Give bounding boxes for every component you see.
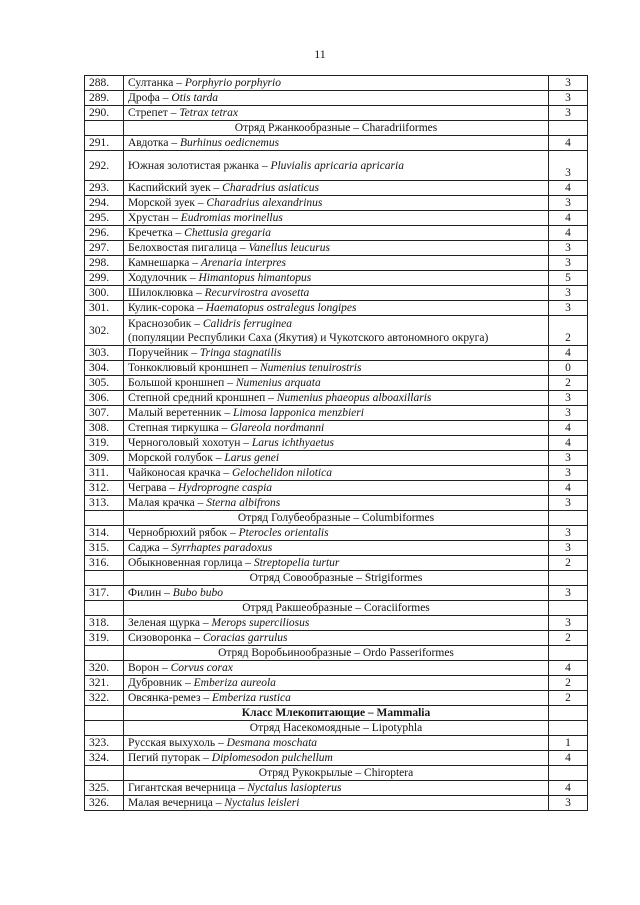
species-name: Дрофа – Otis tarda (124, 91, 549, 106)
table-row (85, 316, 588, 346)
row-number: 323. (85, 736, 124, 751)
russian-name: Камнешарка (128, 257, 190, 269)
section-row (85, 121, 588, 136)
row-number: 296. (85, 226, 124, 241)
category-value: 4 (549, 181, 588, 196)
row-number: 312. (85, 481, 124, 496)
latin-name: Haematopus ostralegus longipes (205, 302, 357, 314)
latin-name: Numenius phaeopus alboaxillaris (276, 392, 432, 404)
table-row (85, 691, 588, 706)
russian-name: Дубровник (128, 677, 183, 689)
category-value: 3 (549, 466, 588, 481)
russian-name: Овсянка-ремез (128, 692, 201, 704)
row-number: 293. (85, 181, 124, 196)
empty-cell (549, 646, 588, 661)
species-name: Чайконосая крачка – Gelochelidon nilotica (124, 466, 549, 481)
species-name: Овсянка-ремез – Emberiza rustica (124, 691, 549, 706)
section-row (85, 721, 588, 736)
russian-name: Пегий путорак (128, 752, 201, 764)
category-value: 4 (549, 751, 588, 766)
russian-name: Стрепет (128, 107, 168, 119)
latin-name: Otis tarda (171, 92, 218, 104)
row-number: 324. (85, 751, 124, 766)
table-row (85, 211, 588, 226)
empty-cell (85, 511, 124, 526)
category-value: 2 (549, 556, 588, 571)
latin-name: Pterocles orientalis (238, 527, 329, 539)
category-value: 3 (549, 91, 588, 106)
row-number: 292. (85, 151, 124, 181)
empty-cell (85, 706, 124, 721)
species-name: Филин – Bubo bubo (124, 586, 549, 601)
russian-name: Морской голубок (128, 452, 213, 464)
species-name: Сизоворонка – Coracias garrulus (124, 631, 549, 646)
section-heading: Отряд Голубеобразные – Columbiformes (124, 511, 549, 526)
category-value: 2 (549, 676, 588, 691)
category-value: 1 (549, 736, 588, 751)
russian-name: Каспийский зуек (128, 182, 211, 194)
row-number: 308. (85, 421, 124, 436)
russian-name: Малый веретенник (128, 407, 222, 419)
latin-name: Pluvialis apricaria apricaria (270, 159, 404, 172)
row-number: 314. (85, 526, 124, 541)
russian-name: Южная золотистая ржанка (128, 159, 259, 172)
section-row (85, 601, 588, 616)
russian-name: Хрустан (128, 212, 170, 224)
category-value: 3 (549, 541, 588, 556)
section-heading: Отряд Ржанкообразные – Charadriiformes (124, 121, 549, 136)
russian-name: Тонкоклювый кроншнеп (128, 362, 249, 374)
latin-name: Diplomesodon pulchellum (211, 752, 333, 764)
row-number: 294. (85, 196, 124, 211)
category-value: 4 (549, 436, 588, 451)
category-value: 4 (549, 781, 588, 796)
category-value: 4 (549, 226, 588, 241)
latin-name: Streptopelia turtur (253, 557, 340, 569)
latin-name: Coracias garrulus (202, 632, 288, 644)
section-row (85, 511, 588, 526)
table-row (85, 256, 588, 271)
category-value: 4 (549, 346, 588, 361)
latin-name: Vanellus leucurus (248, 242, 330, 254)
table-body (85, 76, 588, 811)
category-value: 4 (549, 421, 588, 436)
category-value: 3 (549, 496, 588, 511)
species-name: Степной средний кроншнеп – Numenius phaeopus alboaxillaris (124, 391, 549, 406)
table-row (85, 616, 588, 631)
empty-cell (549, 706, 588, 721)
species-name: Краснозобик – Calidris ferruginea (популяции Республики Саха (Якутия) и Чукотского автономного округа) (124, 316, 549, 346)
category-value: 4 (549, 136, 588, 151)
category-value: 3 (549, 76, 588, 91)
section-row (85, 766, 588, 781)
row-number: 295. (85, 211, 124, 226)
table-row (85, 181, 588, 196)
section-row (85, 706, 588, 721)
species-name: Малая вечерница – Nyctalus leisleri (124, 796, 549, 811)
russian-name: Саджа (128, 542, 160, 554)
russian-name: Султанка (128, 77, 174, 89)
latin-name: Emberiza rustica (211, 692, 291, 704)
table-row (85, 136, 588, 151)
latin-name: Bubo bubo (172, 587, 223, 599)
latin-name: Charadrius alexandrinus (206, 197, 323, 209)
row-number: 306. (85, 391, 124, 406)
species-name: Поручейник – Tringa stagnatilis (124, 346, 549, 361)
empty-cell (549, 601, 588, 616)
table-row (85, 736, 588, 751)
category-value: 3 (549, 616, 588, 631)
table-row (85, 796, 588, 811)
latin-name: Glareola nordmanni (230, 422, 325, 434)
species-name: Кулик-сорока – Haematopus ostralegus longipes (124, 301, 549, 316)
latin-name: Tetrax tetrax (179, 107, 238, 119)
section-row (85, 571, 588, 586)
section-heading: Отряд Совообразные – Strigiformes (124, 571, 549, 586)
table-row (85, 496, 588, 511)
russian-name: Степная тиркушка (128, 422, 219, 434)
species-name: Тонкоклювый кроншнеп – Numenius tenuirostris (124, 361, 549, 376)
empty-cell (85, 571, 124, 586)
population-note: (популяции Республики Саха (Якутия) и Чукотского автономного округа) (128, 332, 489, 344)
species-name: Пегий путорак – Diplomesodon pulchellum (124, 751, 549, 766)
latin-name: Recurvirostra avosetta (204, 287, 310, 299)
table-row (85, 391, 588, 406)
row-number: 319. (85, 631, 124, 646)
category-value: 3 (549, 391, 588, 406)
empty-cell (549, 766, 588, 781)
row-number: 303. (85, 346, 124, 361)
row-number: 297. (85, 241, 124, 256)
category-value: 2 (549, 316, 588, 346)
latin-name: Tringa stagnatilis (199, 347, 282, 359)
species-name: Кречетка – Chettusia gregaria (124, 226, 549, 241)
table-row (85, 241, 588, 256)
russian-name: Кречетка (128, 227, 173, 239)
russian-name: Краснозобик (128, 318, 192, 330)
table-row (85, 226, 588, 241)
species-name: Малый веретенник – Limosa lapponica menzbieri (124, 406, 549, 421)
red-book-table (84, 75, 588, 811)
category-value: 4 (549, 211, 588, 226)
row-number: 311. (85, 466, 124, 481)
latin-name: Burhinus oedicnemus (179, 137, 280, 149)
latin-name: Larus genei (224, 452, 280, 464)
latin-name: Chettusia gregaria (184, 227, 271, 239)
species-name: Черноголовый хохотун – Larus ichthyaetus (124, 436, 549, 451)
latin-name: Emberiza aureola (193, 677, 276, 689)
russian-name: Степной средний кроншнеп (128, 392, 266, 404)
species-name: Малая крачка – Sterna albifrons (124, 496, 549, 511)
latin-name: Numenius tenuirostris (259, 362, 362, 374)
empty-cell (549, 511, 588, 526)
species-name: Камнешарка – Arenaria interpres (124, 256, 549, 271)
latin-name: Numenius arquata (235, 377, 321, 389)
russian-name: Кулик-сорока (128, 302, 195, 314)
row-number: 318. (85, 616, 124, 631)
species-name: Шилоклювка – Recurvirostra avosetta (124, 286, 549, 301)
row-number: 305. (85, 376, 124, 391)
species-name: Морской голубок – Larus genei (124, 451, 549, 466)
table-row (85, 541, 588, 556)
species-name: Южная золотистая ржанка – Pluvialis apricaria apricaria (124, 151, 549, 181)
category-value: 3 (549, 451, 588, 466)
russian-name: Чеграва (128, 482, 167, 494)
row-number: 320. (85, 661, 124, 676)
table-row (85, 196, 588, 211)
table-row (85, 586, 588, 601)
row-number: 288. (85, 76, 124, 91)
page-number: 11 (314, 47, 326, 61)
row-number: 326. (85, 796, 124, 811)
table-row (85, 106, 588, 121)
latin-name: Calidris ferruginea (202, 318, 292, 330)
table-row (85, 76, 588, 91)
latin-name: Himantopus himantopus (198, 272, 312, 284)
table-row (85, 631, 588, 646)
category-value: 3 (549, 286, 588, 301)
table-row (85, 781, 588, 796)
category-value: 3 (549, 796, 588, 811)
row-number: 309. (85, 451, 124, 466)
category-value: 3 (549, 406, 588, 421)
russian-name: Дрофа (128, 92, 160, 104)
russian-name: Филин (128, 587, 162, 599)
species-name: Ворон – Corvus corax (124, 661, 549, 676)
category-value: 3 (549, 241, 588, 256)
russian-name: Зеленая щурка (128, 617, 201, 629)
table-row (85, 421, 588, 436)
species-name: Белохвостая пигалица – Vanellus leucurus (124, 241, 549, 256)
table-row (85, 436, 588, 451)
russian-name: Морской зуек (128, 197, 195, 209)
russian-name: Чернобрюхий рябок (128, 527, 228, 539)
table-row (85, 526, 588, 541)
empty-cell (85, 646, 124, 661)
table-row (85, 451, 588, 466)
latin-name: Sterna albifrons (206, 497, 281, 509)
species-name: Степная тиркушка – Glareola nordmanni (124, 421, 549, 436)
row-number: 290. (85, 106, 124, 121)
category-value: 3 (549, 196, 588, 211)
category-value: 2 (549, 691, 588, 706)
russian-name: Авдотка (128, 137, 169, 149)
species-name: Хрустан – Eudromias morinellus (124, 211, 549, 226)
row-number: 304. (85, 361, 124, 376)
latin-name: Larus ichthyaetus (251, 437, 335, 449)
row-number: 301. (85, 301, 124, 316)
empty-cell (85, 766, 124, 781)
section-heading: Класс Млекопитающие – Mammalia (124, 706, 549, 721)
species-name: Каспийский зуек – Charadrius asiaticus (124, 181, 549, 196)
species-name: Чернобрюхий рябок – Pterocles orientalis (124, 526, 549, 541)
species-name: Дубровник – Emberiza aureola (124, 676, 549, 691)
latin-name: Porphyrio porphyrio (184, 77, 281, 89)
empty-cell (85, 721, 124, 736)
row-number: 299. (85, 271, 124, 286)
species-name: Авдотка – Burhinus oedicnemus (124, 136, 549, 151)
row-number: 316. (85, 556, 124, 571)
category-value: 3 (549, 106, 588, 121)
table-row (85, 556, 588, 571)
category-value: 2 (549, 631, 588, 646)
latin-name: Nyctalus lasiopterus (247, 782, 342, 794)
species-name: Чеграва – Hydroprogne caspia (124, 481, 549, 496)
row-number: 317. (85, 586, 124, 601)
row-number: 322. (85, 691, 124, 706)
latin-name: Limosa lapponica menzbieri (232, 407, 364, 419)
empty-cell (85, 601, 124, 616)
table-row (85, 376, 588, 391)
empty-cell (85, 121, 124, 136)
russian-name: Поручейник (128, 347, 189, 359)
category-value: 3 (549, 151, 588, 181)
russian-name: Обыкновенная горлица (128, 557, 243, 569)
row-number: 300. (85, 286, 124, 301)
section-heading: Отряд Воробьинообразные – Ordo Passeriformes (124, 646, 549, 661)
empty-cell (549, 721, 588, 736)
category-value: 0 (549, 361, 588, 376)
latin-name: Desmana moschata (226, 737, 318, 749)
category-value: 5 (549, 271, 588, 286)
latin-name: Syrrhaptes paradoxus (171, 542, 273, 554)
species-name: Морской зуек – Charadrius alexandrinus (124, 196, 549, 211)
table-row (85, 466, 588, 481)
russian-name: Русская выхухоль (128, 737, 216, 749)
russian-name: Малая вечерница (128, 797, 213, 809)
table-row (85, 676, 588, 691)
table-row (85, 151, 588, 181)
row-number: 315. (85, 541, 124, 556)
row-number: 302. (85, 316, 124, 346)
species-name: Большой кроншнеп – Numenius arquata (124, 376, 549, 391)
empty-cell (549, 121, 588, 136)
latin-name: Arenaria interpres (200, 257, 286, 269)
russian-name: Сизоворонка (128, 632, 192, 644)
species-name: Обыкновенная горлица – Streptopelia turtur (124, 556, 549, 571)
section-heading: Отряд Рукокрылые – Chiroptera (124, 766, 549, 781)
russian-name: Гигантская вечерница (128, 782, 236, 794)
species-name: Ходулочник – Himantopus himantopus (124, 271, 549, 286)
empty-cell (549, 571, 588, 586)
latin-name: Nyctalus leisleri (224, 797, 300, 809)
species-name: Зеленая щурка – Merops superciliosus (124, 616, 549, 631)
table-row (85, 361, 588, 376)
table-row (85, 481, 588, 496)
category-value: 3 (549, 526, 588, 541)
table-row (85, 286, 588, 301)
russian-name: Белохвостая пигалица (128, 242, 237, 254)
russian-name: Черноголовый хохотун (128, 437, 241, 449)
section-heading: Отряд Насекомоядные – Lipotyphla (124, 721, 549, 736)
row-number: 289. (85, 91, 124, 106)
row-number: 291. (85, 136, 124, 151)
row-number: 321. (85, 676, 124, 691)
species-name: Султанка – Porphyrio porphyrio (124, 76, 549, 91)
latin-name: Gelochelidon nilotica (231, 467, 332, 479)
category-value: 3 (549, 301, 588, 316)
russian-name: Ворон (128, 662, 160, 674)
category-value: 4 (549, 661, 588, 676)
species-name: Русская выхухоль – Desmana moschata (124, 736, 549, 751)
category-value: 3 (549, 586, 588, 601)
table-row (85, 406, 588, 421)
latin-name: Charadrius asiaticus (222, 182, 319, 194)
row-number: 319. (85, 436, 124, 451)
species-name: Саджа – Syrrhaptes paradoxus (124, 541, 549, 556)
species-name: Гигантская вечерница – Nyctalus lasiopterus (124, 781, 549, 796)
russian-name: Малая крачка (128, 497, 195, 509)
section-heading: Отряд Ракшеобразные – Coraciiformes (124, 601, 549, 616)
category-value: 2 (549, 376, 588, 391)
latin-name: Hydroprogne caspia (178, 482, 273, 494)
table-row (85, 301, 588, 316)
category-value: 4 (549, 481, 588, 496)
latin-name: Corvus corax (170, 662, 233, 674)
russian-name: Чайконосая крачка (128, 467, 221, 479)
latin-name: Merops superciliosus (211, 617, 310, 629)
latin-name: Eudromias morinellus (180, 212, 283, 224)
table-row (85, 91, 588, 106)
section-row (85, 646, 588, 661)
russian-name: Шилоклювка (128, 287, 194, 299)
row-number: 307. (85, 406, 124, 421)
row-number: 298. (85, 256, 124, 271)
row-number: 325. (85, 781, 124, 796)
category-value: 3 (549, 256, 588, 271)
russian-name: Ходулочник (128, 272, 187, 284)
species-name: Стрепет – Tetrax tetrax (124, 106, 549, 121)
table-row (85, 271, 588, 286)
russian-name: Большой кроншнеп (128, 377, 225, 389)
table-row (85, 346, 588, 361)
table-row (85, 751, 588, 766)
table-row (85, 661, 588, 676)
row-number: 313. (85, 496, 124, 511)
